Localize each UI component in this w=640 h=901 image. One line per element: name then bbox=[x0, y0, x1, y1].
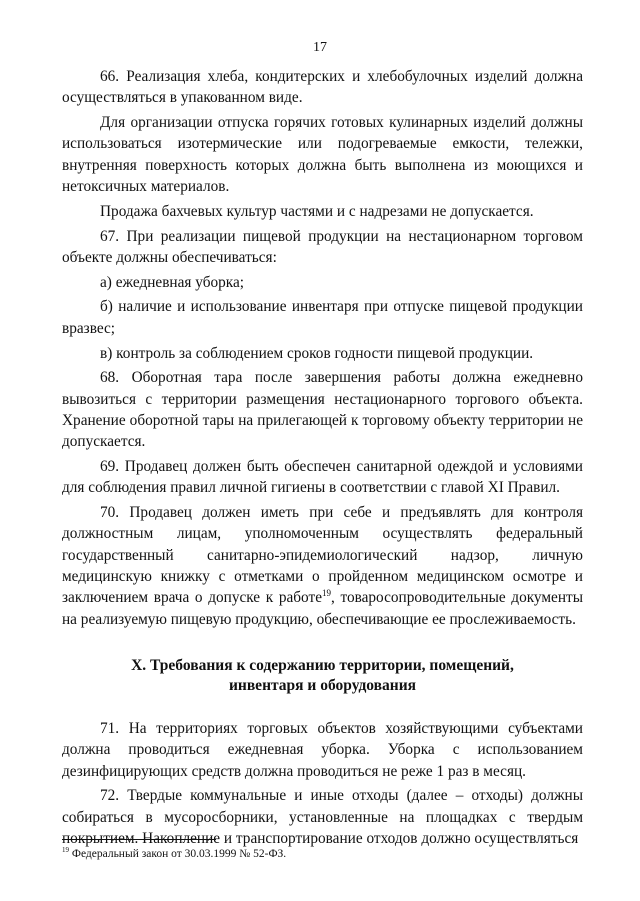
paragraph-66-hot-food: Для организации отпуска горячих готовых кулинарных изделий должны использоваться изотермические или подогреваемые емкости, тележки, внутренняя поверхность которых должна быть выполнена из моющихся и нетоксичных материалов. bbox=[62, 114, 583, 195]
section-heading bbox=[62, 656, 583, 696]
paragraph-70 bbox=[62, 502, 583, 630]
paragraph-68: 68. Оборотная тара после завершения работы должна ежедневно вывозиться с территории размещения нестационарного торгового объекта. Хранение оборотной тары на прилегающей к торговому объекту территории не допускается. bbox=[62, 369, 583, 451]
paragraph-70-text: 70. Продавец должен иметь при себе и предъявлять для контроля должностным лицам, уполномоченным осуществлять федеральный государственный санитарно-эпидемиологический надзор, личную медицинскую книжку с отметками о пройденном медицинском осмотре и заключением врача о допуске к работе bbox=[62, 504, 583, 607]
paragraph-72: 72. Твердые коммунальные и иные отходы (далее – отходы) должны собираться в мусоросборники, установленные на площадках с твердым покрытием. Накопление и транспортирование отходов должно осуществляться bbox=[62, 787, 583, 847]
footnote bbox=[62, 846, 286, 860]
footnote-divider bbox=[62, 839, 216, 840]
list-item-67a: а) ежедневная уборка; bbox=[100, 273, 245, 291]
paragraph-67: 67. При реализации пищевой продукции на нестационарном торговом объекте должны обеспечиваться: bbox=[62, 227, 583, 266]
list-item-67b: б) наличие и использование инвентаря при отпуске пищевой продукции вразвес; bbox=[62, 298, 583, 337]
footnote-reference: 19 bbox=[321, 588, 331, 599]
page-number: 17 bbox=[313, 40, 327, 55]
paragraph-69: 69. Продавец должен быть обеспечен санитарной одеждой и условиями для соблюдения правил личной гигиены в соответствии с главой XI Правил. bbox=[62, 458, 583, 497]
list-item-67c: в) контроль за соблюдением сроков годности пищевой продукции. bbox=[100, 344, 534, 362]
footnote-text: Федеральный закон от 30.03.1999 № 52-ФЗ. bbox=[69, 847, 287, 860]
section-heading-line-2: инвентаря и оборудования bbox=[228, 676, 417, 694]
footnote-mark: 19 bbox=[62, 846, 69, 854]
paragraph-66-melons: Продажа бахчевых культур частями и с надрезами не допускается. bbox=[100, 202, 534, 220]
paragraph-66: 66. Реализация хлеба, кондитерских и хлебобулочных изделий должна осуществляться в упакованном виде. bbox=[62, 68, 583, 107]
document-body bbox=[62, 66, 583, 849]
section-heading-line-1: X. Требования к содержанию территории, помещений, bbox=[131, 656, 514, 674]
paragraph-70-continuation: , товаросопроводительные документы на реализуемую пищевую продукцию, обеспечивающие ее прослеживаемость. bbox=[62, 589, 583, 628]
paragraph-71: 71. На территориях торговых объектов хозяйствующими субъектами должна проводиться ежедневная уборка. Уборка с использованием дезинфицирующих средств должна проводиться не реже 1 раз в месяц. bbox=[62, 719, 583, 780]
